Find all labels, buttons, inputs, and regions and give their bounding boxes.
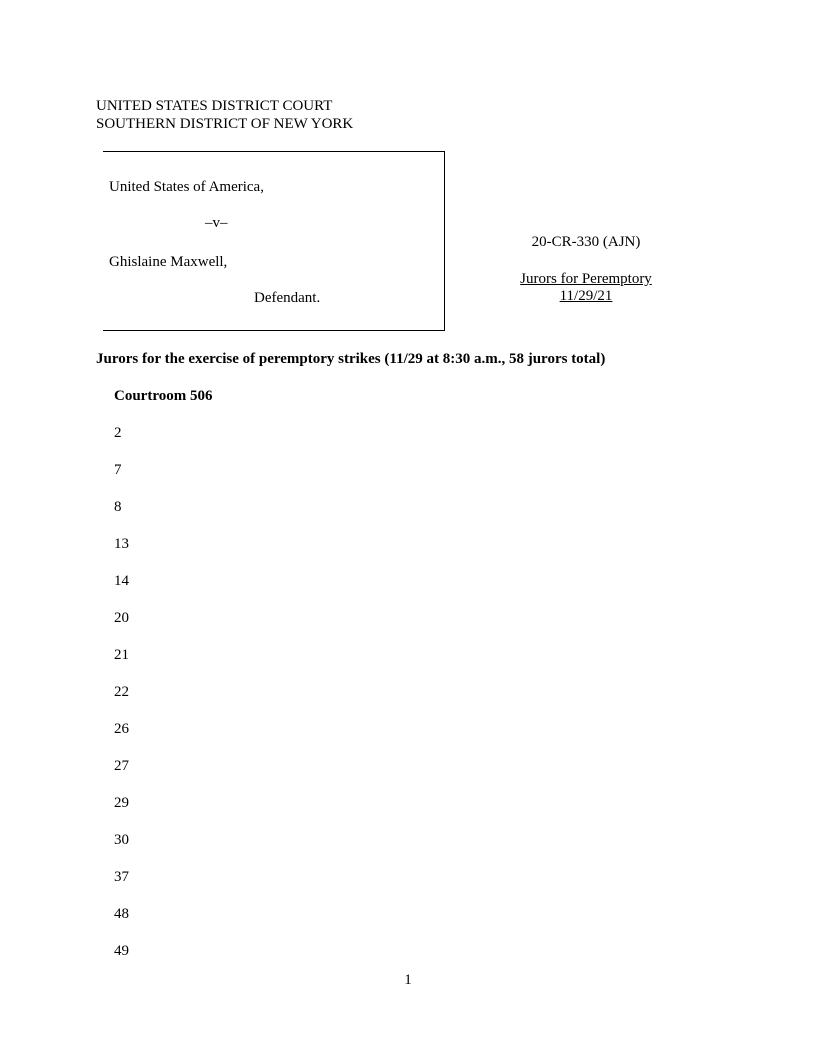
juror-number: 21 — [114, 647, 129, 663]
page-number: 1 — [404, 972, 412, 988]
juror-number: 49 — [114, 943, 129, 959]
juror-number: 22 — [114, 684, 129, 700]
juror-number: 7 — [114, 462, 122, 478]
juror-number: 29 — [114, 795, 129, 811]
juror-number: 14 — [114, 573, 129, 589]
defendant-name: Ghislaine Maxwell, — [109, 254, 228, 270]
section-heading: Jurors for the exercise of peremptory strikes (11/29 at 8:30 a.m., 58 jurors total) — [96, 351, 606, 367]
juror-number: 13 — [114, 536, 129, 552]
case-number: 20-CR-330 (AJN) — [531, 234, 641, 250]
juror-number: 30 — [114, 832, 129, 848]
juror-number: 48 — [114, 906, 129, 922]
plaintiff-name: United States of America, — [109, 179, 264, 195]
juror-number: 20 — [114, 610, 129, 626]
juror-number: 27 — [114, 758, 129, 774]
courtroom-heading: Courtroom 506 — [114, 388, 213, 404]
versus-marker: –v– — [205, 215, 228, 231]
document-title: Jurors for Peremptory — [520, 271, 652, 287]
case-caption-box — [103, 151, 445, 331]
court-district: SOUTHERN DISTRICT OF NEW YORK — [96, 116, 354, 132]
juror-number: 37 — [114, 869, 129, 885]
juror-number: 8 — [114, 499, 122, 515]
document-date: 11/29/21 — [559, 288, 613, 304]
juror-list — [114, 425, 129, 980]
juror-number: 2 — [114, 425, 122, 441]
defendant-label: Defendant. — [254, 290, 321, 306]
court-name: UNITED STATES DISTRICT COURT — [96, 98, 333, 114]
juror-number: 26 — [114, 721, 129, 737]
